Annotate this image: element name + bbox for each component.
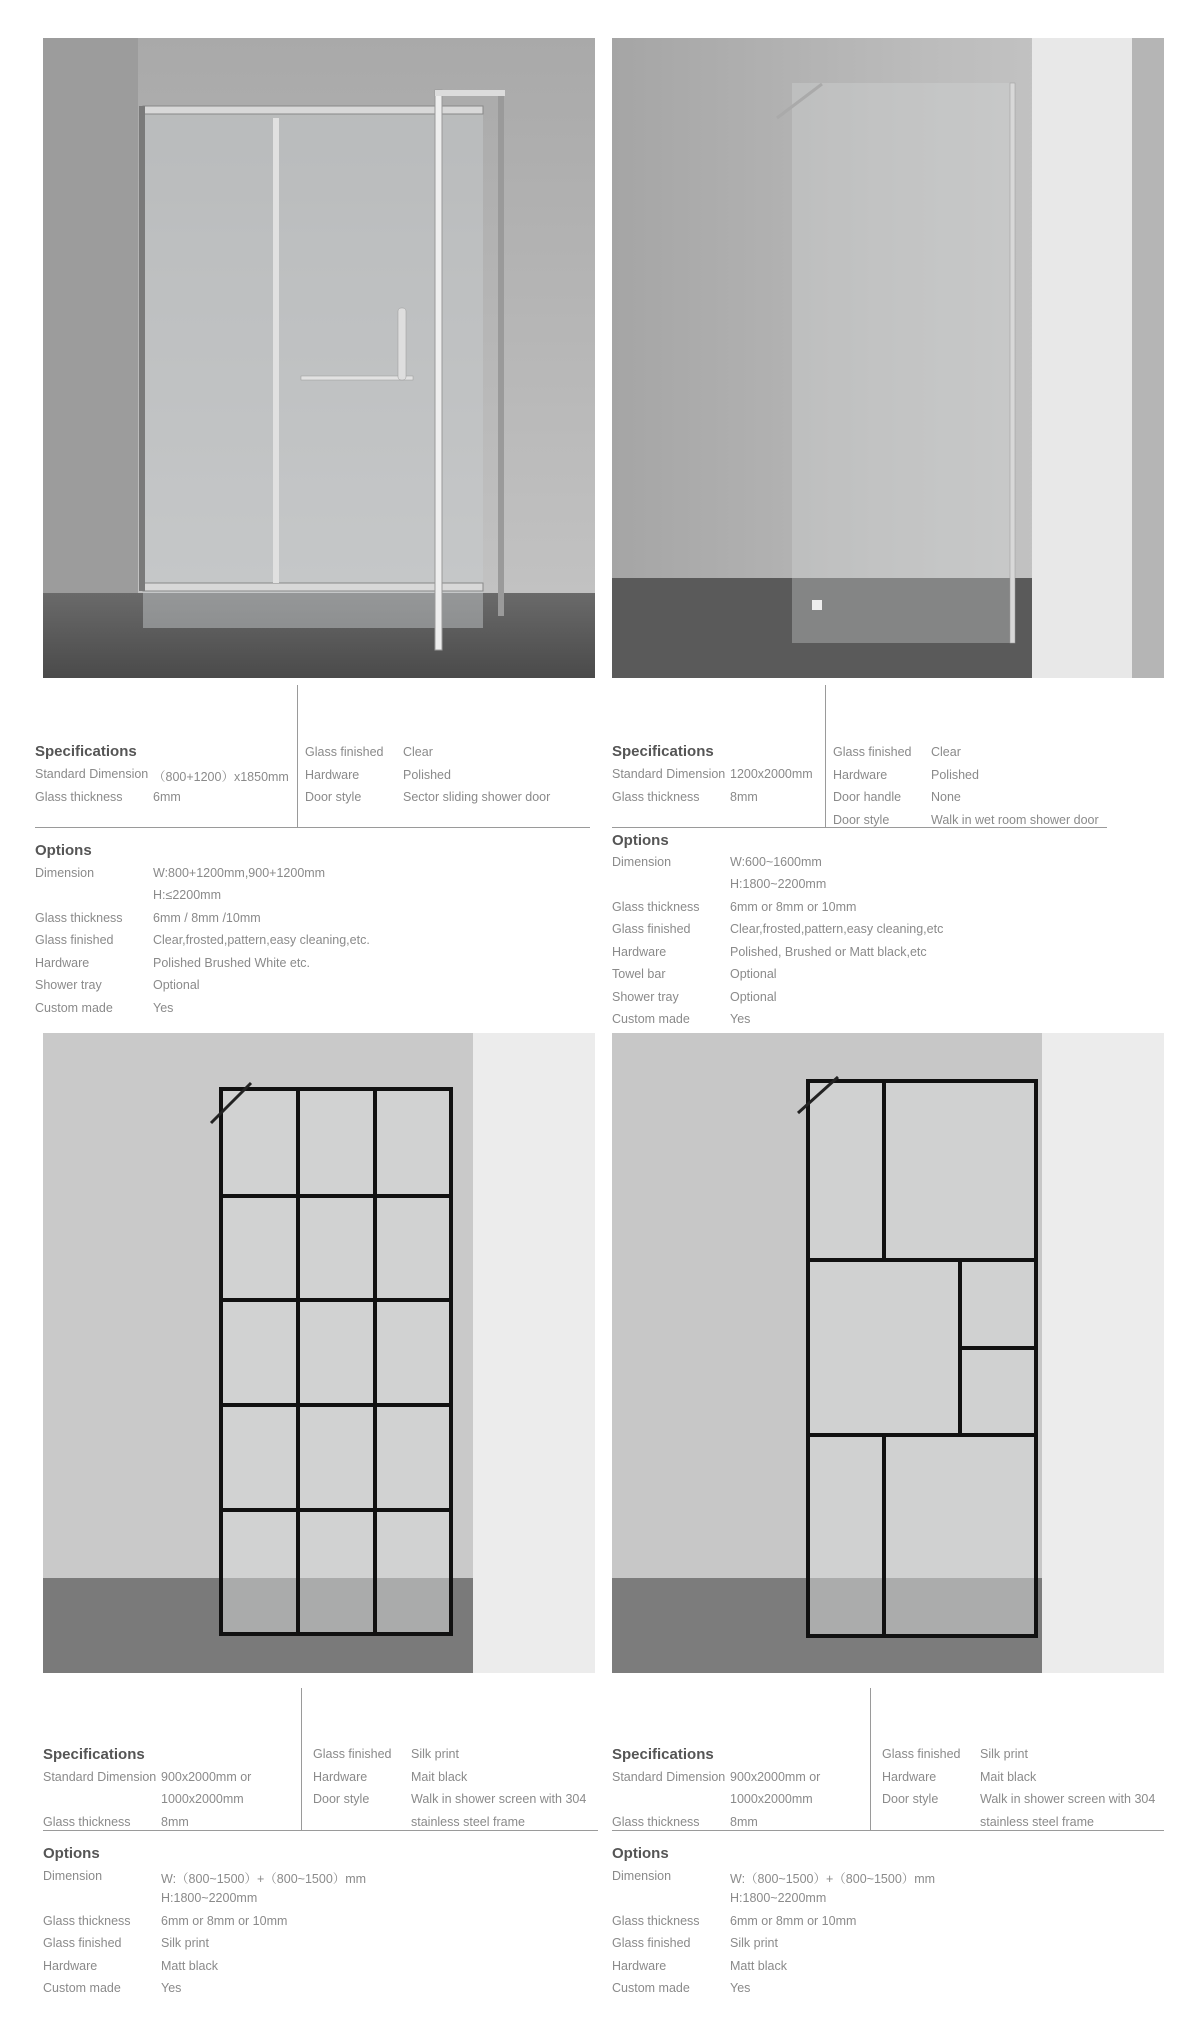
specifications-heading: Specifications — [43, 1746, 145, 1763]
option-label: Glass thickness — [612, 1914, 700, 1928]
option-label: Glass finished — [43, 1936, 122, 1950]
option-value: W:（800~1500）+（800~1500）mm — [730, 1872, 936, 1886]
spec-label: Hardware — [882, 1770, 937, 1784]
option-value: Optional — [730, 967, 777, 981]
spec-label: Hardware — [313, 1770, 368, 1784]
option-value: H:1800~2200mm — [730, 1891, 827, 1905]
spec-label: Glass thickness — [43, 1815, 131, 1829]
specifications-heading: Specifications — [35, 743, 137, 760]
option-value: Silk print — [730, 1936, 778, 1950]
option-label: Custom made — [43, 1981, 121, 1995]
option-label: Dimension — [612, 1869, 672, 1883]
option-value: Yes — [730, 1012, 751, 1026]
product-photo-walk-in-panel — [612, 38, 1164, 678]
option-value: W:800+1200mm,900+1200mm — [153, 866, 326, 880]
option-label: Custom made — [612, 1012, 690, 1026]
option-value: Yes — [730, 1981, 751, 1995]
spec-label: Standard Dimension — [612, 767, 726, 781]
spec-value: 900x2000mm or — [730, 1770, 821, 1784]
option-label: Dimension — [43, 1869, 103, 1883]
options-heading: Options — [43, 1845, 100, 1862]
option-label: Glass thickness — [612, 900, 700, 914]
divider-horizontal — [612, 1830, 1164, 1831]
spec-label: Glass thickness — [612, 790, 700, 804]
spec-label: Glass finished — [882, 1747, 961, 1761]
spec-value: stainless steel frame — [980, 1815, 1094, 1829]
options-heading: Options — [612, 1845, 669, 1862]
option-label: Custom made — [612, 1981, 690, 1995]
spec-label: Door style — [313, 1792, 370, 1806]
option-label: Glass finished — [612, 1936, 691, 1950]
spec-value: 1000x2000mm — [161, 1792, 244, 1806]
divider-horizontal — [612, 827, 1107, 828]
option-label: Hardware — [612, 945, 667, 959]
spec-label: Glass thickness — [612, 1815, 700, 1829]
product-photo-sliding-shower — [43, 38, 595, 678]
spec-value: Mait black — [980, 1770, 1037, 1784]
specifications-heading: Specifications — [612, 743, 714, 760]
divider-vertical — [297, 685, 298, 827]
spec-value: 1200x2000mm — [730, 767, 813, 781]
divider-vertical — [825, 685, 826, 827]
option-label: Shower tray — [35, 978, 102, 992]
option-value: 6mm or 8mm or 10mm — [730, 1914, 857, 1928]
option-label: Custom made — [35, 1001, 113, 1015]
spec-label: Glass finished — [833, 745, 912, 759]
option-value: 6mm or 8mm or 10mm — [161, 1914, 288, 1928]
spec-label: Standard Dimension — [612, 1770, 726, 1784]
spec-value: （800+1200）x1850mm — [153, 770, 289, 784]
option-value: H:1800~2200mm — [730, 877, 827, 891]
option-label: Shower tray — [612, 990, 679, 1004]
spec-value: Polished — [931, 768, 979, 782]
spec-label: Door handle — [833, 790, 902, 804]
spec-value: Walk in shower screen with 304 — [411, 1792, 587, 1806]
option-label: Dimension — [612, 855, 672, 869]
option-value: Polished, Brushed or Matt black,etc — [730, 945, 927, 959]
spec-label: Glass finished — [313, 1747, 392, 1761]
options-heading: Options — [35, 842, 92, 859]
spec-value: Silk print — [980, 1747, 1028, 1761]
spec-label: Door style — [305, 790, 362, 804]
option-value: W:600~1600mm — [730, 855, 822, 869]
spec-value: Clear — [931, 745, 961, 759]
option-label: Glass thickness — [43, 1914, 131, 1928]
spec-label: Hardware — [305, 768, 360, 782]
divider-horizontal — [43, 1830, 598, 1831]
spec-value: None — [931, 790, 961, 804]
option-label: Glass finished — [35, 933, 114, 947]
option-value: Matt black — [730, 1959, 787, 1973]
option-value: Silk print — [161, 1936, 209, 1950]
spec-label: Standard Dimension — [43, 1770, 157, 1784]
spec-value: 8mm — [730, 790, 758, 804]
spec-value: Sector sliding shower door — [403, 790, 551, 804]
spec-value: Clear — [403, 745, 433, 759]
spec-value: 8mm — [730, 1815, 758, 1829]
option-value: 6mm / 8mm /10mm — [153, 911, 261, 925]
option-value: Yes — [161, 1981, 182, 1995]
option-value: Yes — [153, 1001, 174, 1015]
spec-value: 8mm — [161, 1815, 189, 1829]
option-value: Optional — [153, 978, 200, 992]
option-value: Polished Brushed White etc. — [153, 956, 311, 970]
option-value: 6mm or 8mm or 10mm — [730, 900, 857, 914]
option-value: Clear,frosted,pattern,easy cleaning,etc — [730, 922, 944, 936]
spec-value: 6mm — [153, 790, 181, 804]
product-photo-block-screen — [612, 1033, 1164, 1673]
option-value: W:（800~1500）+（800~1500）mm — [161, 1872, 367, 1886]
specifications-heading: Specifications — [612, 1746, 714, 1763]
option-label: Hardware — [35, 956, 90, 970]
option-label: Hardware — [43, 1959, 98, 1973]
option-label: Towel bar — [612, 967, 666, 981]
option-value: Clear,frosted,pattern,easy cleaning,etc. — [153, 933, 370, 947]
options-heading: Options — [612, 832, 669, 849]
spec-value: stainless steel frame — [411, 1815, 525, 1829]
option-label: Glass thickness — [35, 911, 123, 925]
spec-value: Walk in shower screen with 304 — [980, 1792, 1156, 1806]
spec-value: 900x2000mm or — [161, 1770, 252, 1784]
spec-value: Walk in wet room shower door — [931, 813, 1099, 827]
spec-label: Door style — [833, 813, 890, 827]
spec-value: Mait black — [411, 1770, 468, 1784]
spec-label: Standard Dimension — [35, 767, 149, 781]
option-label: Hardware — [612, 1959, 667, 1973]
spec-label: Door style — [882, 1792, 939, 1806]
divider-vertical — [301, 1688, 302, 1830]
option-value: Matt black — [161, 1959, 218, 1973]
option-value: H:1800~2200mm — [161, 1891, 258, 1905]
product-photo-grid-screen — [43, 1033, 595, 1673]
option-label: Glass finished — [612, 922, 691, 936]
spec-value: Polished — [403, 768, 451, 782]
divider-vertical — [870, 1688, 871, 1830]
spec-value: 1000x2000mm — [730, 1792, 813, 1806]
spec-label: Glass thickness — [35, 790, 123, 804]
option-label: Dimension — [35, 866, 95, 880]
option-value: Optional — [730, 990, 777, 1004]
spec-label: Hardware — [833, 768, 888, 782]
spec-value: Silk print — [411, 1747, 459, 1761]
option-value: H:≤2200mm — [153, 888, 221, 902]
spec-label: Glass finished — [305, 745, 384, 759]
divider-horizontal — [35, 827, 590, 828]
